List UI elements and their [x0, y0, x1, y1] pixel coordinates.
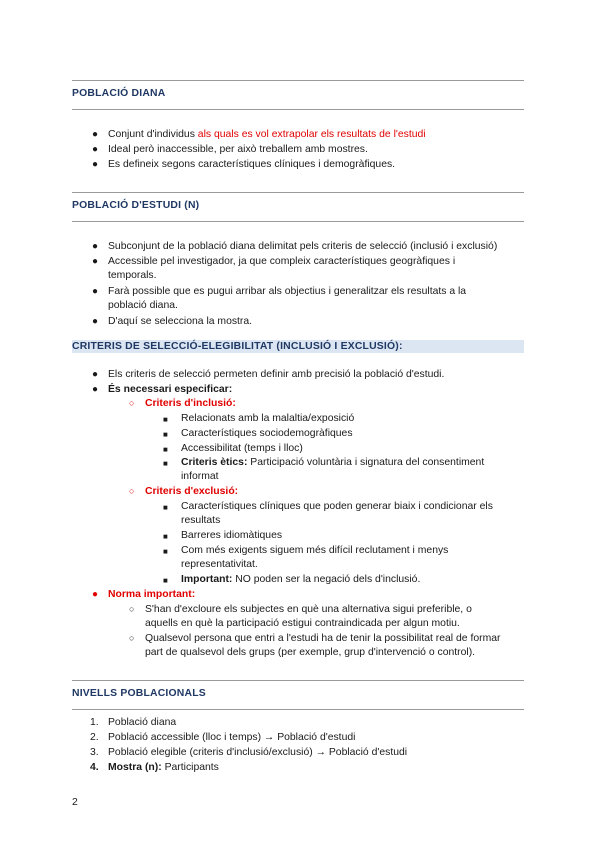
list-item: És necessari especificar:	[108, 384, 233, 395]
bullet-icon: ●	[92, 286, 99, 297]
square-bullet-icon: ■	[163, 532, 168, 541]
square-bullet-icon: ■	[163, 430, 168, 439]
section-rule-top	[72, 192, 524, 193]
circle-bullet-icon: ○	[129, 486, 135, 496]
list-item: Es defineix segons característiques clíniques i demogràfiques.	[108, 159, 396, 170]
bullet-icon: ●	[92, 589, 99, 600]
square-bullet-icon: ■	[163, 547, 168, 556]
list-item: Població accessible (lloc i temps) → Població d'estudi	[108, 732, 356, 743]
list-item-continuation: temporals.	[108, 270, 157, 281]
heading-criteris: CRITERIS DE SELECCIÓ-ELEGIBILITAT (INCLUSIÓ I EXCLUSIÓ):	[72, 340, 524, 353]
list-item: Qualsevol persona que entri a l'estudi ha de tenir la possibilitat real de formar	[145, 633, 501, 644]
list-number: 1.	[90, 717, 99, 728]
bullet-icon: ●	[92, 241, 99, 252]
list-item-continuation: població diana.	[108, 300, 178, 311]
list-item: S'han d'excloure els subjectes en què una alternativa sigui preferible, o	[145, 604, 472, 615]
list-item: Població elegible (criteris d'inclusió/exclusió) → Població d'estudi	[108, 747, 408, 758]
section-rule-bottom	[72, 221, 524, 222]
list-item: Barreres idiomàtiques	[181, 530, 283, 541]
square-bullet-icon: ■	[163, 576, 168, 585]
list-item-continuation: representativitat.	[181, 559, 258, 570]
bullet-icon: ●	[92, 159, 99, 170]
bullet-icon: ●	[92, 384, 99, 395]
heading-nivells: NIVELLS POBLACIONALS	[72, 688, 206, 699]
list-item: Els criteris de selecció permeten definir amb precisió la població d'estudi.	[108, 369, 445, 380]
list-item: Important: NO poden ser la negació dels d'inclusió.	[181, 574, 421, 585]
list-item: Criteris ètics: Participació voluntària i signatura del consentiment	[181, 457, 485, 468]
subheading-norma: Norma important:	[108, 589, 196, 600]
list-item: Farà possible que es pugui arribar als objectius i generalitzar els resultats a la	[108, 286, 467, 297]
page-number: 2	[72, 797, 78, 808]
list-item-continuation: informat	[181, 471, 219, 482]
heading-poblacio-diana: POBLACIÓ DIANA	[72, 88, 166, 99]
list-item: Relacionats amb la malaltia/exposició	[181, 413, 355, 424]
bullet-icon: ●	[92, 129, 99, 140]
square-bullet-icon: ■	[163, 503, 168, 512]
circle-bullet-icon: ○	[129, 604, 135, 614]
list-number: 3.	[90, 747, 99, 758]
list-item-continuation: aquells en què la participació estigui contraindicada per algun motiu.	[145, 618, 460, 629]
list-item: Característiques sociodemogràfiques	[181, 428, 353, 439]
list-item: Subconjunt de la població diana delimitat pels criteris de selecció (inclusió i exclusió)	[108, 241, 498, 252]
list-item: Com més exigents siguem més difícil reclutament i menys	[181, 545, 449, 556]
section-rule-bottom	[72, 109, 524, 110]
list-number: 4.	[90, 762, 99, 773]
square-bullet-icon: ■	[163, 459, 168, 468]
section-rule-top	[72, 80, 524, 81]
circle-bullet-icon: ○	[129, 633, 135, 643]
list-item-continuation: part de qualsevol dels grups (per exemple, grup d'intervenció o control).	[145, 647, 476, 658]
list-item: Accessibilitat (temps i lloc)	[181, 443, 303, 454]
list-item: D'aquí se selecciona la mostra.	[108, 316, 253, 327]
bullet-icon: ●	[92, 316, 99, 327]
section-rule-top	[72, 680, 524, 681]
list-item: Mostra (n): Participants	[108, 762, 219, 773]
heading-poblacio-estudi: POBLACIÓ D'ESTUDI (N)	[72, 200, 200, 211]
subheading-inclusio: Criteris d'inclusió:	[145, 398, 236, 409]
list-item: Conjunt d'individus als quals es vol extrapolar els resultats de l'estudi	[108, 129, 426, 140]
bullet-icon: ●	[92, 256, 99, 267]
square-bullet-icon: ■	[163, 445, 168, 454]
list-item: Accessible pel investigador, ja que compleix característiques geogràfiques i	[108, 256, 456, 267]
bullet-icon: ●	[92, 369, 99, 380]
section-rule-bottom	[72, 709, 524, 710]
subheading-exclusio: Criteris d'exclusió:	[145, 486, 239, 497]
list-item: Característiques clíniques que poden generar biaix i condicionar els	[181, 501, 493, 512]
bullet-icon: ●	[92, 144, 99, 155]
list-item-continuation: resultats	[181, 515, 221, 526]
list-item: Ideal però inaccessible, per això treballem amb mostres.	[108, 144, 368, 155]
list-item: Població diana	[108, 717, 177, 728]
square-bullet-icon: ■	[163, 415, 168, 424]
circle-bullet-icon: ○	[129, 398, 135, 408]
list-number: 2.	[90, 732, 99, 743]
